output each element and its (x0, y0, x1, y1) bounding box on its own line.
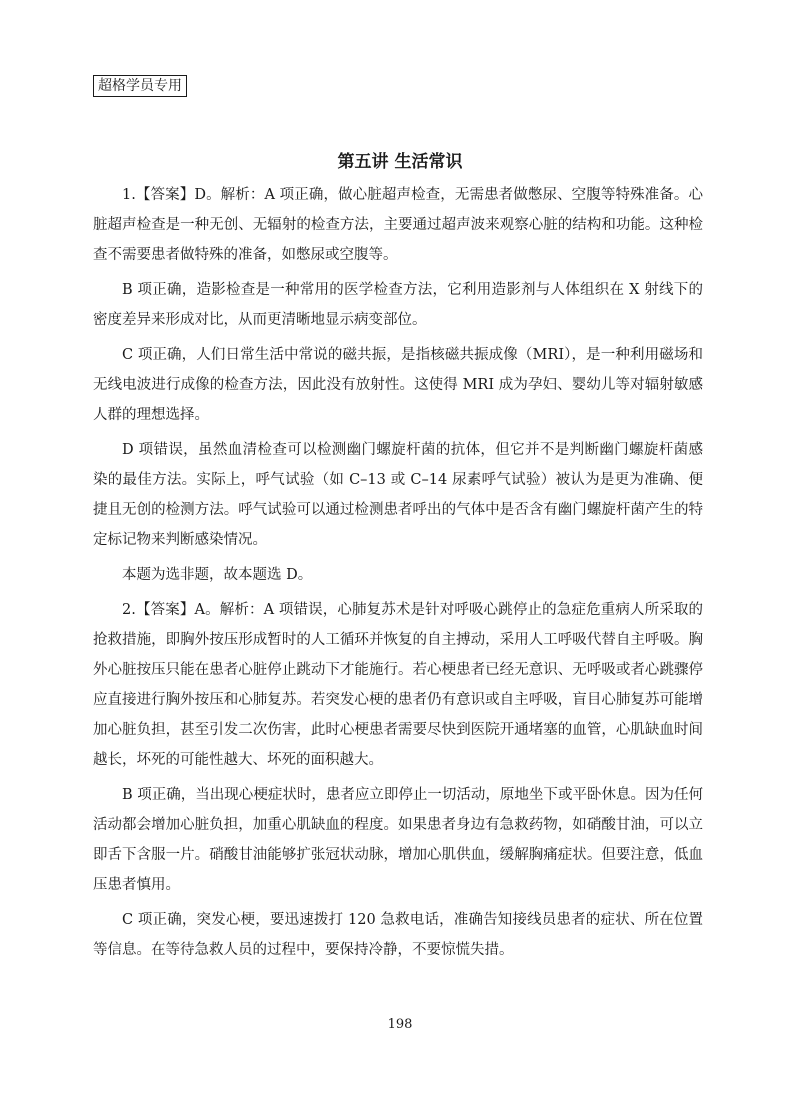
paragraph: C 项正确，突发心梗，要迅速拨打 120 急救电话，准确告知接线员患者的症状、所在位置等信息。在等待急救人员的过程中，要保持冷静，不要惊慌失措。 (93, 912, 703, 958)
body-text (93, 180, 703, 970)
paragraph: 1.【答案】D。解析：A 项正确，做心脏超声检查，无需患者做憋尿、空腹等特殊准备。心脏超声检查是一种无创、无辐射的检查方法，主要通过超声波来观察心脏的结构和功能。这种检查不需要患者做特殊的准备，如憋尿或空腹等。 (93, 187, 703, 263)
page-title: 第五讲 生活常识 (337, 152, 463, 172)
page-number: 198 (387, 1017, 413, 1032)
paragraph: 本题为选非题，故本题选 D。 (122, 567, 313, 583)
paragraph: 2.【答案】A。解析：A 项错误，心肺复苏术是针对呼吸心跳停止的急症危重病人所采取的抢救措施，即胸外按压形成暂时的人工循环并恢复的自主搏动，采用人工呼吸代替自主呼吸。胸外心脏按压只能在患者心脏停止跳动下才能施行。若心梗患者已经无意识、无呼吸或者心跳骤停应直接进行胸外按压和心肺复苏。若突发心梗的患者仍有意识或自主呼吸，盲目心肺复苏可能增加心脏负担，甚至引发二次伤害，此时心梗患者需要尽快到医院开通堵塞的血管，心肌缺血时间越长，坏死的可能性越大、坏死的面积越大。 (93, 602, 703, 768)
paragraph: D 项错误，虽然血清检查可以检测幽门螺旋杆菌的抗体，但它并不是判断幽门螺旋杆菌感染的最佳方法。实际上，呼气试验（如 C–13 或 C–14 尿素呼气试验）被认为是更为准确、便捷且无创的检测方法。呼气试验可以通过检测患者呼出的气体中是否含有幽门螺旋杆菌产生的特定标记物来判断感染情况。 (93, 442, 703, 548)
paragraph: B 项正确，造影检查是一种常用的医学检查方法，它利用造影剂与人体组织在 X 射线下的密度差异来形成对比，从而更清晰地显示病变部位。 (93, 282, 703, 328)
paragraph: B 项正确，当出现心梗症状时，患者应立即停止一切活动，原地坐下或平卧休息。因为任何活动都会增加心脏负担，加重心肌缺血的程度。如果患者身边有急救药物，如硝酸甘油，可以立即舌下含服一片。硝酸甘油能够扩张冠状动脉，增加心肌供血，缓解胸痛症状。但要注意，低血压患者慎用。 (93, 787, 703, 893)
paragraph: C 项正确，人们日常生活中常说的磁共振，是指核磁共振成像（MRI），是一种利用磁场和无线电波进行成像的检查方法，因此没有放射性。这使得 MRI 成为孕妇、婴幼儿等对辐射敏感人群的理想选择。 (93, 347, 703, 423)
header-tag: 超格学员专用 (93, 75, 187, 97)
